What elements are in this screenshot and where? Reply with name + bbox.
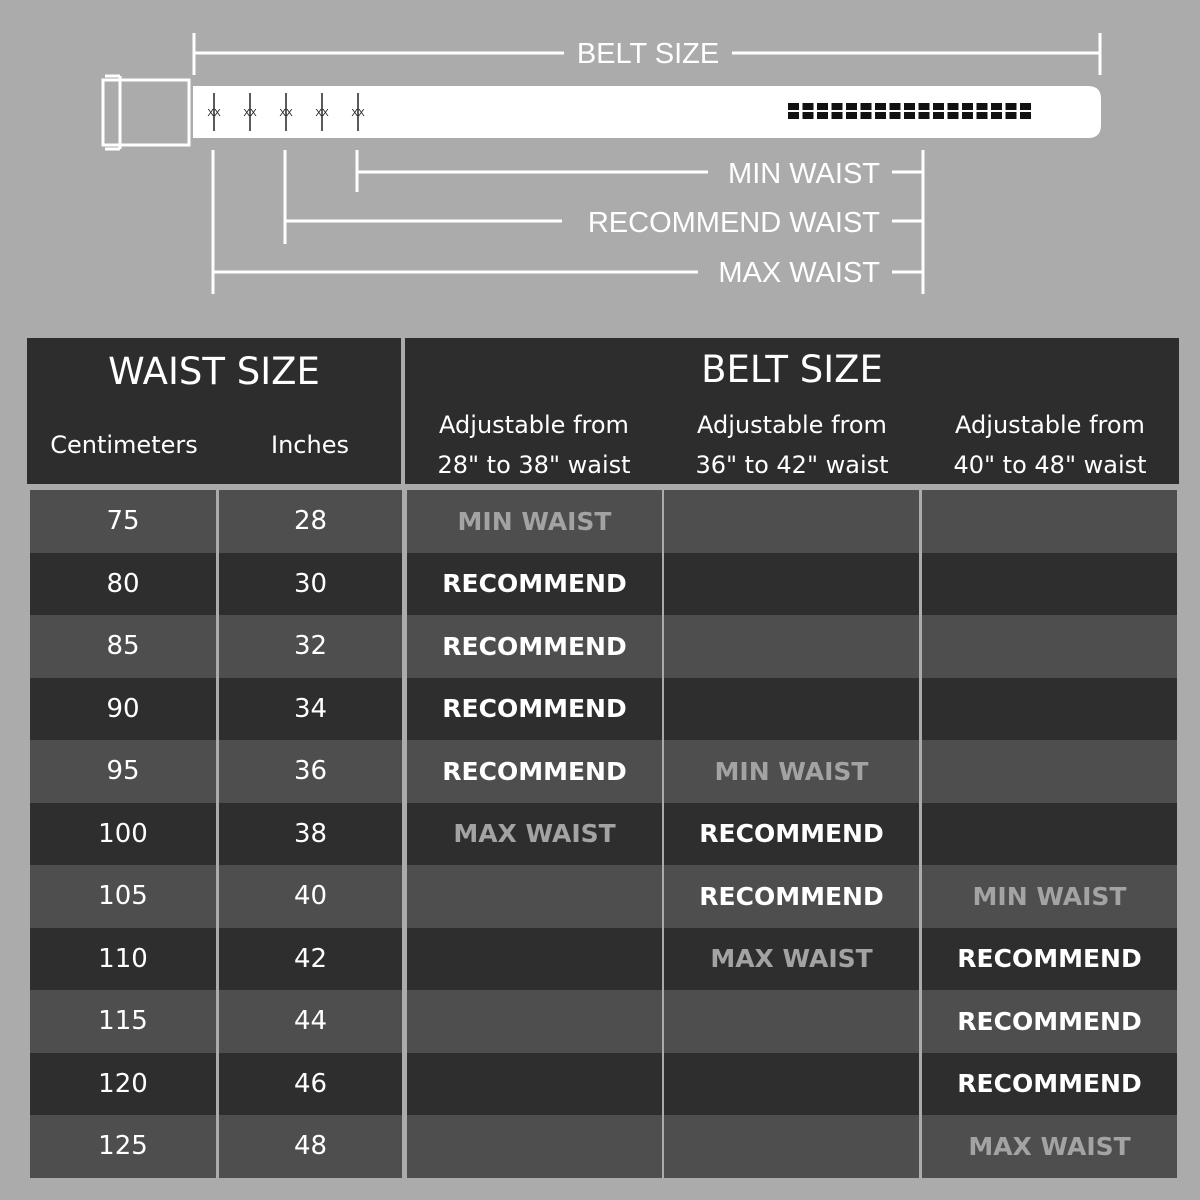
- cell-inches: 46: [219, 1053, 402, 1116]
- cell-belt-2: [664, 1115, 919, 1178]
- ratchet-notch: [817, 103, 828, 110]
- ratchet-notch: [846, 103, 857, 110]
- cell-belt-1: MAX WAIST: [407, 803, 662, 866]
- belt-diagram: [0, 0, 1200, 320]
- ratchet-notch: [919, 103, 930, 110]
- ratchet-notch: [933, 112, 944, 119]
- cell-belt-3: RECOMMEND: [922, 928, 1177, 991]
- cell-inches: 38: [219, 803, 402, 866]
- size-table: [27, 338, 1179, 1180]
- cell-belt-2: [664, 490, 919, 553]
- table-row: [27, 928, 1179, 991]
- ratchet-notch: [788, 103, 799, 110]
- ratchet-notch: [1020, 112, 1031, 119]
- cell-belt-2: [664, 553, 919, 616]
- belt-size-label: BELT SIZE: [576, 38, 720, 70]
- ratchet-notch: [817, 112, 828, 119]
- waist-size-header: [27, 338, 401, 484]
- cell-belt-1: [407, 990, 662, 1053]
- cell-inches: 36: [219, 740, 402, 803]
- ratchet-notch: [890, 112, 901, 119]
- hole-mark-label: XX: [279, 108, 293, 119]
- cell-centimeters: 75: [30, 490, 216, 553]
- table-row: [27, 803, 1179, 866]
- ratchet-notch: [861, 103, 872, 110]
- cell-belt-3: [922, 678, 1177, 741]
- cell-centimeters: 125: [30, 1115, 216, 1178]
- hole-mark-label: XX: [207, 108, 221, 119]
- cell-belt-2: MAX WAIST: [664, 928, 919, 991]
- ratchet-notch: [788, 112, 799, 119]
- ratchet-notch: [991, 112, 1002, 119]
- cell-centimeters: 115: [30, 990, 216, 1053]
- column-header-inches: Inches: [271, 431, 349, 459]
- table-row: [27, 1115, 1179, 1178]
- cell-belt-1: RECOMMEND: [407, 615, 662, 678]
- cell-centimeters: 100: [30, 803, 216, 866]
- ratchet-notch: [875, 103, 886, 110]
- table-row: [27, 1053, 1179, 1116]
- cell-inches: 44: [219, 990, 402, 1053]
- cell-belt-2: RECOMMEND: [664, 865, 919, 928]
- belt-column-range-title: Adjustable from: [955, 411, 1145, 439]
- ratchet-notch: [962, 112, 973, 119]
- cell-belt-3: RECOMMEND: [922, 1053, 1177, 1116]
- ratchet-notch: [933, 103, 944, 110]
- cell-inches: 48: [219, 1115, 402, 1178]
- cell-belt-1: RECOMMEND: [407, 740, 662, 803]
- ratchet-notch: [875, 112, 886, 119]
- cell-belt-1: RECOMMEND: [407, 678, 662, 741]
- cell-belt-3: [922, 490, 1177, 553]
- table-row: [27, 990, 1179, 1053]
- cell-belt-3: [922, 615, 1177, 678]
- cell-belt-3: [922, 803, 1177, 866]
- ratchet-notch: [861, 112, 872, 119]
- cell-belt-1: MIN WAIST: [407, 490, 662, 553]
- cell-inches: 32: [219, 615, 402, 678]
- cell-inches: 40: [219, 865, 402, 928]
- cell-belt-2: RECOMMEND: [664, 803, 919, 866]
- belt-size-header: [405, 338, 1179, 484]
- ratchet-notch: [803, 112, 814, 119]
- hole-mark-label: XX: [351, 108, 365, 119]
- ratchet-notch: [962, 103, 973, 110]
- belt-column-header-3: [921, 405, 1179, 485]
- cell-belt-2: MIN WAIST: [664, 740, 919, 803]
- belt-column-range-title: Adjustable from: [697, 411, 887, 439]
- table-row: [27, 740, 1179, 803]
- hole-mark-label: XX: [243, 108, 257, 119]
- table-row: [27, 553, 1179, 616]
- table-row: [27, 490, 1179, 553]
- cell-belt-3: RECOMMEND: [922, 990, 1177, 1053]
- cell-centimeters: 95: [30, 740, 216, 803]
- ratchet-notch: [904, 103, 915, 110]
- cell-belt-1: [407, 865, 662, 928]
- ratchet-notch: [1006, 112, 1017, 119]
- cell-belt-2: [664, 990, 919, 1053]
- cell-inches: 28: [219, 490, 402, 553]
- ratchet-notch: [991, 103, 1002, 110]
- belt-size-title: BELT SIZE: [701, 348, 883, 391]
- cell-centimeters: 80: [30, 553, 216, 616]
- cell-centimeters: 120: [30, 1053, 216, 1116]
- ratchet-notch: [948, 103, 959, 110]
- cell-belt-3: [922, 740, 1177, 803]
- belt-column-range: 40" to 48" waist: [953, 451, 1147, 479]
- belt-column-header-1: [405, 405, 663, 485]
- ratchet-notch: [890, 103, 901, 110]
- belt-column-range-title: Adjustable from: [439, 411, 629, 439]
- cell-belt-1: [407, 928, 662, 991]
- min-waist-label: MIN WAIST: [728, 158, 880, 190]
- ratchet-notch: [832, 103, 843, 110]
- max-waist-label: MAX WAIST: [718, 257, 880, 289]
- cell-inches: 42: [219, 928, 402, 991]
- ratchet-notch: [948, 112, 959, 119]
- cell-belt-3: [922, 553, 1177, 616]
- cell-centimeters: 110: [30, 928, 216, 991]
- cell-belt-2: [664, 678, 919, 741]
- ratchet-notch: [1020, 103, 1031, 110]
- ratchet-notch: [832, 112, 843, 119]
- waist-size-title: WAIST SIZE: [108, 350, 320, 393]
- table-row: [27, 615, 1179, 678]
- belt-column-header-2: [663, 405, 921, 485]
- cell-belt-3: MAX WAIST: [922, 1115, 1177, 1178]
- cell-inches: 34: [219, 678, 402, 741]
- ratchet-notch: [904, 112, 915, 119]
- ratchet-notch: [846, 112, 857, 119]
- belt-column-range: 36" to 42" waist: [695, 451, 889, 479]
- cell-belt-3: MIN WAIST: [922, 865, 1177, 928]
- ratchet-notch: [803, 103, 814, 110]
- table-row: [27, 865, 1179, 928]
- belt-column-range: 28" to 38" waist: [437, 451, 631, 479]
- cell-belt-1: RECOMMEND: [407, 553, 662, 616]
- column-header-centimeters: Centimeters: [50, 431, 198, 459]
- table-row: [27, 678, 1179, 741]
- cell-belt-1: [407, 1115, 662, 1178]
- cell-inches: 30: [219, 553, 402, 616]
- ratchet-notch: [919, 112, 930, 119]
- cell-belt-2: [664, 1053, 919, 1116]
- cell-belt-1: [407, 1053, 662, 1116]
- cell-centimeters: 85: [30, 615, 216, 678]
- ratchet-notch: [977, 112, 988, 119]
- cell-centimeters: 90: [30, 678, 216, 741]
- cell-belt-2: [664, 615, 919, 678]
- ratchet-notch: [977, 103, 988, 110]
- ratchet-notch: [1006, 103, 1017, 110]
- hole-mark-label: XX: [315, 108, 329, 119]
- cell-centimeters: 105: [30, 865, 216, 928]
- recommend-waist-label: RECOMMEND WAIST: [587, 207, 880, 239]
